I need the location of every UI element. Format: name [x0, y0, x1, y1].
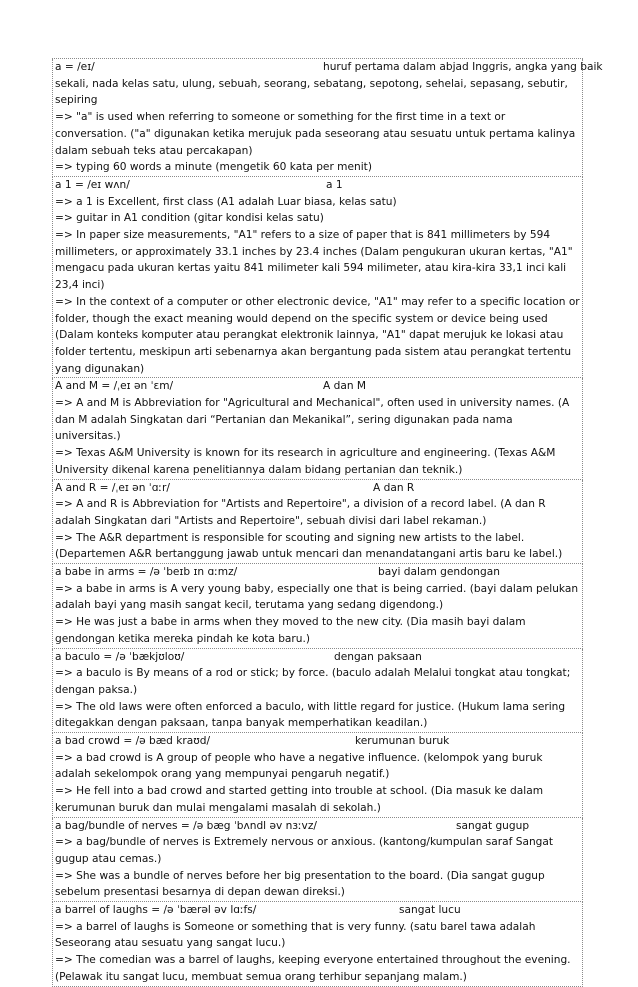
entry-line: => a 1 is Excellent, first class (A1 adalah Luar biasa, kelas satu): [55, 195, 397, 208]
entry-line: => "a" is used when referring to someone or something for the first time in a text or conversation. ("a" digunakan ketika merujuk pada seseorang atau sesuatu untuk pertama kalinya dalam sebuah teks atau percakapan): [55, 111, 576, 157]
entry-header: [55, 733, 580, 750]
entry-gloss: A dan R: [373, 481, 415, 494]
entry-line: => a bag/bundle of nerves is Extremely nervous or anxious. (kantong/kumpulan saraf Sangat gugup atau cemas.): [55, 836, 554, 865]
entry-line: => She was a bundle of nerves before her big presentation to the board. (Dia sangat gugup sebelum presentasi besarnya di depan dewan direksi.): [55, 869, 545, 899]
entry-a-and-r: [52, 480, 583, 565]
entry-header: [55, 480, 580, 497]
entry-header: [55, 649, 580, 666]
entry-term: A and M = /ˌeɪ ən ˈɛm/: [55, 380, 174, 393]
entry-line: => typing 60 words a minute (mengetik 60 kata per menit): [55, 161, 372, 174]
entry-a-bag-bundle-of-nerves: [52, 818, 583, 903]
entry-gloss: dengan paksaan: [334, 650, 422, 663]
entry-line: => a barrel of laughs is Someone or something that is very funny. (satu barel tawa adalah Seseorang atau sesuatu yang sangat lucu.): [55, 920, 536, 950]
entry-a-1: [52, 177, 583, 378]
entry-gloss: sangat gugup: [456, 819, 530, 832]
entry-a-barrel-of-laughs: [52, 902, 583, 987]
entry-line: => a baculo is By means of a rod or stick; by force. (baculo adalah Melalui tongkat atau tongkat; dengan paksa.): [55, 667, 571, 696]
entry-line: => He fell into a bad crowd and started getting into trouble at school. (Dia masuk ke dalam kerumunan buruk dan mulai mengalami masalah di sekolah.): [55, 785, 544, 814]
entry-a-bad-crowd: [52, 733, 583, 818]
entry-header: [55, 564, 580, 581]
entry-line: => guitar in A1 condition (gitar kondisi kelas satu): [55, 212, 324, 225]
dictionary-document: [52, 58, 603, 987]
entry-line: => A and M is Abbreviation for "Agricultural and Mechanical", often used in university names. (A dan M adalah Singkatan dari “Pertanian dan Mekanikal”, sering digunakan pada nama universitas.): [55, 397, 570, 443]
entry-line: => The old laws were often enforced a baculo, with little regard for justice. (Hukum lama sering ditegakkan dengan paksaan, tanpa banyak memperhatikan keadilan.): [55, 700, 566, 730]
entry-a-babe-in-arms: [52, 564, 583, 649]
entry-line: => A and R is Abbreviation for "Artists and Repertoire", a division of a record label. (A dan R adalah Singkatan dari "Artists and Repertoire", sebuah divisi dari label rekaman.): [55, 498, 546, 527]
entry-line: => a bad crowd is A group of people who have a negative influence. (kelompok yang buruk adalah sekelompok orang yang mempunyai pengaruh negatif.): [55, 751, 543, 781]
entry-line: => The A&R department is responsible for scouting and signing new artists to the label. (Departemen A&R bertanggung jawab untuk mencari dan menandatangani artis baru ke label.): [55, 531, 563, 561]
entry-line: => In the context of a computer or other electronic device, "A1" may refer to a specific location or folder, though the exact meaning would depend on the specific system or device being used (Dalam konteks komputer atau perangkat elektronik lainnya, "A1" dapat merujuk ke lokasi atau folder tertentu, meskipun arti sebenarnya akan bergantung pada sistem atau perangkat tertentu yang digunakan): [55, 295, 580, 375]
entry-term: a barrel of laughs = /ə ˈbærəl əv lɑːfs/: [55, 904, 257, 917]
entry-gloss: huruf pertama dalam abjad Inggris, angka yang baik: [323, 61, 603, 73]
entry-a-baculo: [52, 649, 583, 734]
entry-gloss: kerumunan buruk: [355, 735, 450, 748]
entry-gloss: bayi dalam gendongan: [378, 566, 500, 579]
entry-gloss: a 1: [326, 178, 343, 191]
entry-line: => He was just a babe in arms when they moved to the new city. (Dia masih bayi dalam gendongan ketika mereka pindah ke kota baru.): [55, 616, 526, 645]
entry-term: a babe in arms = /ə ˈbeɪb ɪn ɑːmz/: [55, 566, 238, 579]
entry-term: A and R = /ˌeɪ ən ˈɑːr/: [55, 481, 170, 494]
entry-line: => Texas A&M University is known for its research in agriculture and engineering. (Texas A&M University dikenal karena penelitiannya dalam bidang pertanian dan teknik.): [55, 447, 556, 476]
entry-line: sekali, nada kelas satu, ulung, sebuah, seorang, sebatang, sepotong, sehelai, sepasang, sebutir, sepiring: [55, 77, 568, 107]
entry-a-and-m: [52, 378, 583, 479]
entry-header: [55, 818, 580, 835]
entry-line: => In paper size measurements, "A1" refers to a size of paper that is 841 millimeters by 594 millimeters, or approximately 33.1 inches by 23.4 inches (Dalam pengukuran ukuran kertas, "A1" mengacu pada ukuran kertas yaitu 841 milimeter kali 594 milimeter, atau kira-kira 33,1 inci kali 23,4 inci): [55, 229, 573, 292]
entry-header: [55, 378, 580, 395]
entry-gloss: sangat lucu: [399, 904, 461, 917]
entry-gloss: A dan M: [323, 380, 367, 393]
entry-header: [55, 59, 603, 76]
entry-term: a bad crowd = /ə bæd kraʊd/: [55, 735, 211, 748]
entry-term: a bag/bundle of nerves = /ə bæg ˈbʌndl əv nɜːvz/: [55, 819, 317, 832]
entry-term: a 1 = /eɪ wʌn/: [55, 178, 130, 191]
entry-line: => a babe in arms is A very young baby, especially one that is being carried. (bayi dalam pelukan adalah bayi yang masih sangat kecil, terutama yang sedang digendong.): [55, 582, 579, 612]
entry-a: [52, 59, 603, 177]
entry-term: a baculo = /ə ˈbækjʊloʊ/: [55, 650, 185, 663]
entry-term: a = /eɪ/: [55, 61, 95, 73]
entry-header: [55, 177, 580, 194]
entry-header: [55, 902, 580, 919]
entry-line: => The comedian was a barrel of laughs, keeping everyone entertained throughout the evening. (Pelawak itu sangat lucu, membuat semua orang terhibur sepanjang malam.): [55, 954, 571, 983]
